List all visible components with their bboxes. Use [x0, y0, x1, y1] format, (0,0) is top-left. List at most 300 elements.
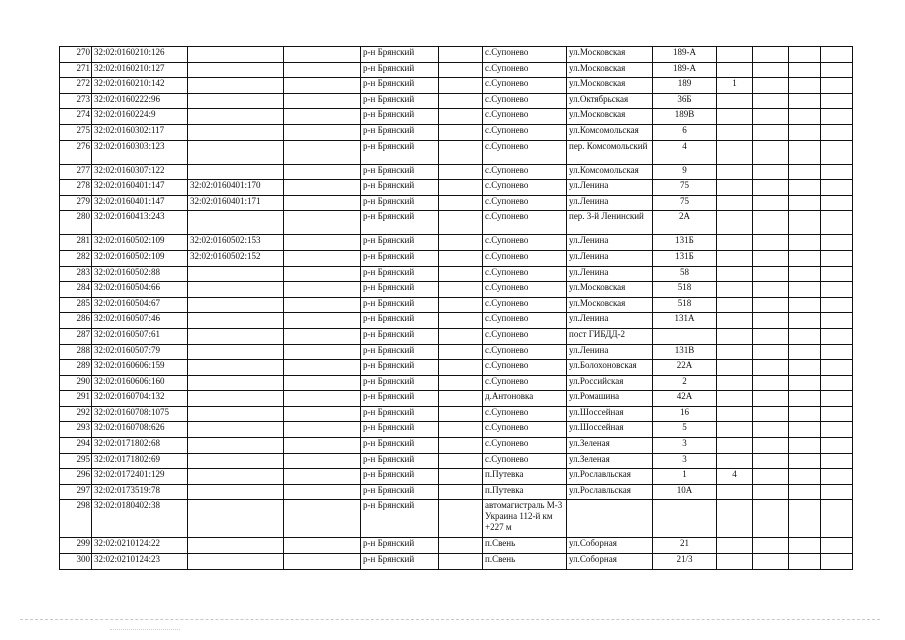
extra-cell-1: [717, 109, 753, 125]
street-cell: ул.Московская: [567, 282, 653, 298]
cadastral-number-cell: 32:02:0160507:79: [92, 344, 188, 360]
row-number-cell: 292: [60, 406, 92, 422]
empty-cell: [821, 406, 853, 422]
row-number-cell: 299: [60, 538, 92, 554]
table-row: [60, 344, 853, 360]
region-cell: р-н Брянский: [361, 282, 439, 298]
empty-cell: [789, 164, 821, 180]
settlement-cell: с.Супонево: [483, 62, 567, 78]
empty-cell: [284, 78, 361, 94]
house-number-cell: 42А: [653, 391, 717, 407]
house-number-cell: 36Б: [653, 93, 717, 109]
cadastral-number-cell: 32:02:0160708:1075: [92, 406, 188, 422]
house-number-cell: 4: [653, 140, 717, 164]
empty-cell: [439, 124, 483, 140]
sub-cadastral-number-cell: [188, 375, 284, 391]
cadastral-number-cell: 32:02:0160307:122: [92, 164, 188, 180]
street-cell: ул.Ленина: [567, 266, 653, 282]
empty-cell: [821, 250, 853, 266]
extra-cell-1: [717, 484, 753, 500]
extra-cell-1: [717, 47, 753, 63]
sub-cadastral-number-cell: [188, 313, 284, 329]
table-row: [60, 93, 853, 109]
row-number-cell: 297: [60, 484, 92, 500]
region-cell: р-н Брянский: [361, 164, 439, 180]
extra-cell-1: [717, 422, 753, 438]
street-cell: ул.Шоссейная: [567, 406, 653, 422]
table-row: [60, 124, 853, 140]
region-cell: р-н Брянский: [361, 250, 439, 266]
cadastral-number-cell: 32:02:0160222:96: [92, 93, 188, 109]
empty-cell: [821, 360, 853, 376]
table-row: [60, 140, 853, 164]
empty-cell: [821, 47, 853, 63]
table-row: [60, 78, 853, 94]
row-number-cell: 275: [60, 124, 92, 140]
extra-cell-2: [753, 235, 789, 251]
sub-cadastral-number-cell: [188, 78, 284, 94]
extra-cell-2: [753, 140, 789, 164]
extra-cell-1: [717, 313, 753, 329]
house-number-cell: 75: [653, 180, 717, 196]
empty-cell: [821, 164, 853, 180]
empty-cell: [821, 344, 853, 360]
extra-cell-2: [753, 164, 789, 180]
house-number-cell: 518: [653, 282, 717, 298]
row-number-cell: 283: [60, 266, 92, 282]
settlement-cell: с.Супонево: [483, 297, 567, 313]
region-cell: р-н Брянский: [361, 266, 439, 282]
extra-cell-2: [753, 266, 789, 282]
extra-cell-2: [753, 422, 789, 438]
cadastral-number-cell: 32:02:0160502:88: [92, 266, 188, 282]
street-cell: пер. 3-й Ленинский: [567, 211, 653, 235]
table-row: [60, 391, 853, 407]
row-number-cell: 282: [60, 250, 92, 266]
table-row: [60, 282, 853, 298]
table-row: [60, 406, 853, 422]
empty-cell: [789, 484, 821, 500]
sub-cadastral-number-cell: [188, 140, 284, 164]
street-cell: ул.Октябрьская: [567, 93, 653, 109]
empty-cell: [439, 328, 483, 344]
extra-cell-2: [753, 195, 789, 211]
sub-cadastral-number-cell: 32:02:0160502:153: [188, 235, 284, 251]
sub-cadastral-number-cell: [188, 500, 284, 538]
extra-cell-2: [753, 250, 789, 266]
empty-cell: [821, 500, 853, 538]
region-cell: р-н Брянский: [361, 140, 439, 164]
table-row: [60, 360, 853, 376]
table-row: [60, 328, 853, 344]
region-cell: р-н Брянский: [361, 124, 439, 140]
empty-cell: [789, 538, 821, 554]
street-cell: ул.Московская: [567, 62, 653, 78]
empty-cell: [439, 235, 483, 251]
sub-cadastral-number-cell: [188, 360, 284, 376]
empty-cell: [284, 422, 361, 438]
extra-cell-1: [717, 297, 753, 313]
settlement-cell: автомагистраль М-3 Украина 112-й км +227 м: [483, 500, 567, 538]
sub-cadastral-number-cell: [188, 422, 284, 438]
empty-cell: [284, 124, 361, 140]
empty-cell: [789, 180, 821, 196]
empty-cell: [789, 554, 821, 570]
row-number-cell: 293: [60, 422, 92, 438]
empty-cell: [789, 282, 821, 298]
empty-cell: [439, 62, 483, 78]
region-cell: р-н Брянский: [361, 109, 439, 125]
empty-cell: [821, 266, 853, 282]
settlement-cell: с.Супонево: [483, 406, 567, 422]
house-number-cell: 189В: [653, 109, 717, 125]
empty-cell: [439, 344, 483, 360]
row-number-cell: 288: [60, 344, 92, 360]
empty-cell: [789, 328, 821, 344]
house-number-cell: 1: [653, 469, 717, 485]
empty-cell: [284, 282, 361, 298]
empty-cell: [821, 62, 853, 78]
house-number-cell: 9: [653, 164, 717, 180]
empty-cell: [439, 140, 483, 164]
house-number-cell: 2: [653, 375, 717, 391]
street-cell: ул.Московская: [567, 47, 653, 63]
sub-cadastral-number-cell: [188, 469, 284, 485]
empty-cell: [284, 538, 361, 554]
cadastral-number-cell: 32:02:0160224:9: [92, 109, 188, 125]
region-cell: р-н Брянский: [361, 500, 439, 538]
empty-cell: [439, 500, 483, 538]
empty-cell: [284, 93, 361, 109]
empty-cell: [284, 164, 361, 180]
street-cell: ул.Российская: [567, 375, 653, 391]
sub-cadastral-number-cell: [188, 211, 284, 235]
empty-cell: [284, 195, 361, 211]
cadastral-number-cell: 32:02:0160507:46: [92, 313, 188, 329]
empty-cell: [284, 140, 361, 164]
cadastral-number-cell: 32:02:0160302:117: [92, 124, 188, 140]
cadastral-number-cell: 32:02:0160401:147: [92, 180, 188, 196]
cadastral-number-cell: 32:02:0160504:66: [92, 282, 188, 298]
empty-cell: [821, 375, 853, 391]
extra-cell-2: [753, 211, 789, 235]
row-number-cell: 287: [60, 328, 92, 344]
empty-cell: [439, 453, 483, 469]
extra-cell-2: [753, 282, 789, 298]
empty-cell: [821, 211, 853, 235]
extra-cell-1: [717, 211, 753, 235]
extra-cell-2: [753, 78, 789, 94]
sub-cadastral-number-cell: 32:02:0160401:170: [188, 180, 284, 196]
empty-cell: [284, 47, 361, 63]
row-number-cell: 270: [60, 47, 92, 63]
settlement-cell: п.Путевка: [483, 484, 567, 500]
extra-cell-1: [717, 180, 753, 196]
extra-cell-1: [717, 360, 753, 376]
settlement-cell: с.Супонево: [483, 328, 567, 344]
settlement-cell: с.Супонево: [483, 453, 567, 469]
extra-cell-1: [717, 500, 753, 538]
region-cell: р-н Брянский: [361, 62, 439, 78]
extra-cell-1: [717, 250, 753, 266]
empty-cell: [439, 538, 483, 554]
table-row: [60, 422, 853, 438]
region-cell: р-н Брянский: [361, 211, 439, 235]
row-number-cell: 279: [60, 195, 92, 211]
empty-cell: [284, 328, 361, 344]
street-cell: ул.Зеленая: [567, 453, 653, 469]
house-number-cell: 189-А: [653, 62, 717, 78]
settlement-cell: с.Супонево: [483, 438, 567, 454]
empty-cell: [821, 328, 853, 344]
extra-cell-1: [717, 438, 753, 454]
extra-cell-1: [717, 344, 753, 360]
region-cell: р-н Брянский: [361, 469, 439, 485]
house-number-cell: 131Б: [653, 250, 717, 266]
extra-cell-1: [717, 62, 753, 78]
house-number-cell: 75: [653, 195, 717, 211]
empty-cell: [789, 313, 821, 329]
street-cell: ул.Московская: [567, 78, 653, 94]
empty-cell: [439, 93, 483, 109]
region-cell: р-н Брянский: [361, 360, 439, 376]
cadastral-number-cell: 32:02:0160210:126: [92, 47, 188, 63]
extra-cell-2: [753, 93, 789, 109]
cadastral-number-cell: 32:02:0160303:123: [92, 140, 188, 164]
house-number-cell: 189: [653, 78, 717, 94]
register-sheet: [59, 46, 852, 570]
empty-cell: [821, 554, 853, 570]
empty-cell: [789, 250, 821, 266]
settlement-cell: с.Супонево: [483, 211, 567, 235]
settlement-cell: с.Супонево: [483, 195, 567, 211]
empty-cell: [821, 109, 853, 125]
cadastral-number-cell: 32:02:0160507:61: [92, 328, 188, 344]
empty-cell: [439, 360, 483, 376]
sub-cadastral-number-cell: [188, 538, 284, 554]
empty-cell: [789, 93, 821, 109]
extra-cell-2: [753, 438, 789, 454]
empty-cell: [821, 391, 853, 407]
table-row: [60, 180, 853, 196]
empty-cell: [789, 78, 821, 94]
settlement-cell: с.Супонево: [483, 313, 567, 329]
extra-cell-2: [753, 124, 789, 140]
sub-cadastral-number-cell: [188, 391, 284, 407]
extra-cell-1: 1: [717, 78, 753, 94]
street-cell: ул.Ленина: [567, 235, 653, 251]
empty-cell: [439, 375, 483, 391]
extra-cell-1: [717, 406, 753, 422]
region-cell: р-н Брянский: [361, 554, 439, 570]
cadastral-number-cell: 32:02:0172401:129: [92, 469, 188, 485]
empty-cell: [439, 180, 483, 196]
street-cell: ул.Шоссейная: [567, 422, 653, 438]
house-number-cell: 58: [653, 266, 717, 282]
street-cell: ул.Комсомольская: [567, 164, 653, 180]
cadastral-number-cell: 32:02:0160708:626: [92, 422, 188, 438]
row-number-cell: 278: [60, 180, 92, 196]
street-cell: ул.Ленина: [567, 313, 653, 329]
empty-cell: [284, 500, 361, 538]
empty-cell: [439, 78, 483, 94]
street-cell: ул.Ромашина: [567, 391, 653, 407]
settlement-cell: с.Супонево: [483, 140, 567, 164]
empty-cell: [439, 391, 483, 407]
settlement-cell: с.Супонево: [483, 47, 567, 63]
table-row: [60, 438, 853, 454]
street-cell: ул.Рославльская: [567, 469, 653, 485]
empty-cell: [439, 554, 483, 570]
row-number-cell: 290: [60, 375, 92, 391]
empty-cell: [789, 438, 821, 454]
cadastral-number-cell: 32:02:0160413:243: [92, 211, 188, 235]
empty-cell: [284, 235, 361, 251]
empty-cell: [439, 211, 483, 235]
extra-cell-2: [753, 62, 789, 78]
empty-cell: [284, 180, 361, 196]
empty-cell: [821, 469, 853, 485]
empty-cell: [821, 235, 853, 251]
house-number-cell: 3: [653, 453, 717, 469]
empty-cell: [439, 195, 483, 211]
street-cell: ул.Соборная: [567, 538, 653, 554]
empty-cell: [284, 297, 361, 313]
extra-cell-2: [753, 391, 789, 407]
empty-cell: [284, 211, 361, 235]
house-number-cell: 2А: [653, 211, 717, 235]
extra-cell-2: [753, 360, 789, 376]
empty-cell: [284, 266, 361, 282]
extra-cell-1: [717, 538, 753, 554]
table-row: [60, 484, 853, 500]
street-cell: ул.Соборная: [567, 554, 653, 570]
house-number-cell: 189-А: [653, 47, 717, 63]
region-cell: р-н Брянский: [361, 328, 439, 344]
empty-cell: [284, 406, 361, 422]
sub-cadastral-number-cell: [188, 406, 284, 422]
extra-cell-2: [753, 328, 789, 344]
row-number-cell: 286: [60, 313, 92, 329]
region-cell: р-н Брянский: [361, 47, 439, 63]
sub-cadastral-number-cell: [188, 328, 284, 344]
row-number-cell: 277: [60, 164, 92, 180]
row-number-cell: 284: [60, 282, 92, 298]
street-cell: ул.Ленина: [567, 180, 653, 196]
region-cell: р-н Брянский: [361, 438, 439, 454]
street-cell: ул.Московская: [567, 297, 653, 313]
empty-cell: [439, 164, 483, 180]
extra-cell-2: [753, 375, 789, 391]
settlement-cell: с.Супонево: [483, 375, 567, 391]
cadastral-number-cell: 32:02:0160606:159: [92, 360, 188, 376]
sub-cadastral-number-cell: [188, 297, 284, 313]
cadastral-number-cell: 32:02:0160502:109: [92, 250, 188, 266]
row-number-cell: 274: [60, 109, 92, 125]
row-number-cell: 294: [60, 438, 92, 454]
table-row: [60, 235, 853, 251]
empty-cell: [439, 484, 483, 500]
sub-cadastral-number-cell: [188, 47, 284, 63]
house-number-cell: 5: [653, 422, 717, 438]
empty-cell: [789, 211, 821, 235]
empty-cell: [789, 375, 821, 391]
empty-cell: [821, 78, 853, 94]
settlement-cell: д.Антоновка: [483, 391, 567, 407]
empty-cell: [439, 250, 483, 266]
extra-cell-2: [753, 484, 789, 500]
extra-cell-2: [753, 538, 789, 554]
sub-cadastral-number-cell: [188, 282, 284, 298]
empty-cell: [284, 554, 361, 570]
house-number-cell: [653, 500, 717, 538]
row-number-cell: 273: [60, 93, 92, 109]
street-cell: ул.Рославльская: [567, 484, 653, 500]
empty-cell: [284, 469, 361, 485]
extra-cell-1: [717, 282, 753, 298]
street-cell: ул.Ленина: [567, 344, 653, 360]
empty-cell: [821, 124, 853, 140]
settlement-cell: с.Супонево: [483, 235, 567, 251]
sub-cadastral-number-cell: [188, 453, 284, 469]
settlement-cell: п.Свень: [483, 554, 567, 570]
empty-cell: [439, 297, 483, 313]
sub-cadastral-number-cell: [188, 124, 284, 140]
cadastral-number-cell: 32:02:0210124:22: [92, 538, 188, 554]
table-row: [60, 313, 853, 329]
table-row: [60, 538, 853, 554]
sub-cadastral-number-cell: 32:02:0160502:152: [188, 250, 284, 266]
table-row: [60, 375, 853, 391]
region-cell: р-н Брянский: [361, 375, 439, 391]
empty-cell: [789, 124, 821, 140]
house-number-cell: 21: [653, 538, 717, 554]
empty-cell: [821, 422, 853, 438]
empty-cell: [821, 538, 853, 554]
settlement-cell: с.Супонево: [483, 360, 567, 376]
region-cell: р-н Брянский: [361, 180, 439, 196]
settlement-cell: с.Супонево: [483, 124, 567, 140]
empty-cell: [821, 195, 853, 211]
settlement-cell: п.Путевка: [483, 469, 567, 485]
extra-cell-1: [717, 140, 753, 164]
house-number-cell: 131Б: [653, 235, 717, 251]
street-cell: пост ГИБДД-2: [567, 328, 653, 344]
street-cell: ул.Зеленая: [567, 438, 653, 454]
settlement-cell: с.Супонево: [483, 422, 567, 438]
settlement-cell: с.Супонево: [483, 93, 567, 109]
street-cell: ул.Московская: [567, 109, 653, 125]
region-cell: р-н Брянский: [361, 391, 439, 407]
empty-cell: [284, 344, 361, 360]
empty-cell: [439, 406, 483, 422]
cadastral-number-cell: 32:02:0160210:127: [92, 62, 188, 78]
sub-cadastral-number-cell: 32:02:0160401:171: [188, 195, 284, 211]
settlement-cell: с.Супонево: [483, 180, 567, 196]
empty-cell: [284, 453, 361, 469]
house-number-cell: 3: [653, 438, 717, 454]
empty-cell: [439, 47, 483, 63]
extra-cell-1: [717, 554, 753, 570]
cadastral-number-cell: 32:02:0210124:23: [92, 554, 188, 570]
empty-cell: [789, 406, 821, 422]
extra-cell-1: [717, 328, 753, 344]
table-body: [60, 47, 853, 570]
settlement-cell: с.Супонево: [483, 78, 567, 94]
extra-cell-1: [717, 124, 753, 140]
extra-cell-2: [753, 500, 789, 538]
row-number-cell: 295: [60, 453, 92, 469]
